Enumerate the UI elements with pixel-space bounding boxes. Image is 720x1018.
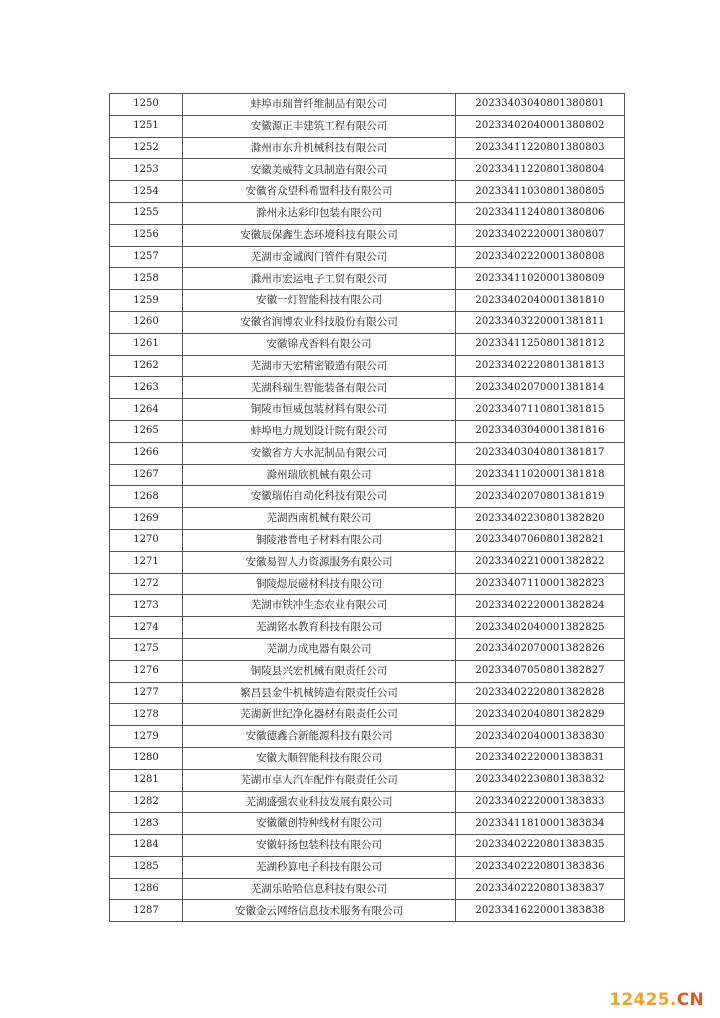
- registration-code-suffix: 829: [585, 708, 605, 720]
- table-row: [110, 704, 625, 726]
- row-number-cell: 1285: [110, 856, 183, 878]
- company-name-cell: 芜湖力成电器有限公司: [183, 638, 456, 660]
- registration-code-cell: [456, 900, 625, 922]
- registration-code-cell: [456, 442, 625, 464]
- registration-code-cell: [456, 791, 625, 813]
- registration-code-cell: [456, 835, 625, 857]
- registration-code-suffix: 803: [585, 141, 605, 153]
- table-row: [110, 311, 625, 333]
- company-name-cell: 安徽大顺智能科技有限公司: [183, 747, 456, 769]
- table-row: [110, 377, 625, 399]
- registration-code-cell: [456, 181, 625, 203]
- row-number-cell: 1281: [110, 769, 183, 791]
- company-name-cell: 芜湖市铁冲生态农业有限公司: [183, 595, 456, 617]
- row-number-cell: 1256: [110, 224, 183, 246]
- registration-code-cell: [456, 159, 625, 181]
- table-row: [110, 355, 625, 377]
- table-row: [110, 900, 625, 922]
- company-name-cell: 繁昌县金牛机械铸造有限责任公司: [183, 682, 456, 704]
- registration-code-prefix: 20233411020001381: [475, 468, 586, 480]
- company-list-table: [109, 93, 625, 922]
- registration-code-cell: [456, 399, 625, 421]
- registration-code-prefix: 20233407110801381: [475, 403, 586, 415]
- registration-code-suffix: 816: [585, 425, 605, 437]
- row-number-cell: 1263: [110, 377, 183, 399]
- registration-code-prefix: 20233402040001380: [475, 120, 586, 132]
- registration-code-prefix: 20233407110001382: [475, 577, 586, 589]
- registration-code-cell: [456, 115, 625, 137]
- registration-code-suffix: 836: [585, 861, 605, 873]
- registration-code-prefix: 20233402070801381: [475, 490, 586, 502]
- registration-code-suffix: 819: [585, 490, 605, 502]
- table-row: [110, 202, 625, 224]
- row-number-cell: 1267: [110, 464, 183, 486]
- row-number-cell: 1286: [110, 878, 183, 900]
- registration-code-cell: [456, 595, 625, 617]
- watermark-dot: .: [669, 990, 677, 1010]
- registration-code-suffix: 832: [585, 774, 605, 786]
- row-number-cell: 1269: [110, 508, 183, 530]
- company-name-cell: 芜湖市金诚阀门管件有限公司: [183, 246, 456, 268]
- company-name-cell: 安徽易智人力资源服务有限公司: [183, 551, 456, 573]
- registration-code-cell: [456, 137, 625, 159]
- registration-code-prefix: 20233416220001383: [475, 904, 586, 916]
- company-name-cell: 芜湖市天宏精密锻造有限公司: [183, 355, 456, 377]
- row-number-cell: 1275: [110, 638, 183, 660]
- registration-code-cell: [456, 638, 625, 660]
- company-name-cell: 滁州市东升机械科技有限公司: [183, 137, 456, 159]
- company-name-cell: 安徽轩扬包装科技有限公司: [183, 835, 456, 857]
- registration-code-suffix: 814: [585, 381, 605, 393]
- registration-code-suffix: 810: [585, 294, 605, 306]
- registration-code-suffix: 838: [585, 904, 605, 916]
- registration-code-cell: [456, 333, 625, 355]
- table-row: [110, 856, 625, 878]
- registration-code-suffix: 809: [585, 272, 605, 284]
- row-number-cell: 1251: [110, 115, 183, 137]
- registration-code-prefix: 20233402220801383: [475, 839, 586, 851]
- registration-code-cell: [456, 769, 625, 791]
- registration-code-prefix: 20233402220001383: [475, 752, 586, 764]
- table-row: [110, 290, 625, 312]
- registration-code-prefix: 20233402220001383: [475, 795, 586, 807]
- registration-code-cell: [456, 355, 625, 377]
- registration-code-cell: [456, 573, 625, 595]
- registration-code-prefix: 20233402220001382: [475, 599, 586, 611]
- row-number-cell: 1277: [110, 682, 183, 704]
- company-name-cell: 安徽美威特文具制造有限公司: [183, 159, 456, 181]
- company-name-cell: 滁州永达彩印包装有限公司: [183, 202, 456, 224]
- company-name-cell: 芜湖科瑞生智能装备有限公司: [183, 377, 456, 399]
- registration-code-suffix: 831: [585, 752, 605, 764]
- row-number-cell: 1284: [110, 835, 183, 857]
- table-row: [110, 726, 625, 748]
- registration-code-prefix: 20233402230801383: [475, 774, 586, 786]
- registration-code-suffix: 812: [585, 338, 605, 350]
- watermark-suffix: CN: [676, 990, 704, 1010]
- table-row: [110, 769, 625, 791]
- registration-code-prefix: 20233402070001381: [475, 381, 586, 393]
- table-row: [110, 638, 625, 660]
- row-number-cell: 1252: [110, 137, 183, 159]
- table-row: [110, 835, 625, 857]
- registration-code-cell: [456, 246, 625, 268]
- registration-code-prefix: 20233402040001383: [475, 730, 586, 742]
- registration-code-prefix: 20233402220801382: [475, 686, 586, 698]
- registration-code-prefix: 20233407060801382: [475, 534, 586, 546]
- registration-code-cell: [456, 856, 625, 878]
- row-number-cell: 1266: [110, 442, 183, 464]
- registration-code-cell: [456, 377, 625, 399]
- row-number-cell: 1260: [110, 311, 183, 333]
- row-number-cell: 1282: [110, 791, 183, 813]
- row-number-cell: 1280: [110, 747, 183, 769]
- row-number-cell: 1261: [110, 333, 183, 355]
- row-number-cell: 1265: [110, 420, 183, 442]
- company-name-cell: 安徽徽创特种线材有限公司: [183, 813, 456, 835]
- row-number-cell: 1271: [110, 551, 183, 573]
- registration-code-prefix: 20233402220801383: [475, 883, 586, 895]
- registration-code-cell: [456, 202, 625, 224]
- company-name-cell: 芜湖新世纪净化器材有限责任公司: [183, 704, 456, 726]
- company-name-cell: 安徽省众望科希盟科技有限公司: [183, 181, 456, 203]
- table-row: [110, 747, 625, 769]
- row-number-cell: 1278: [110, 704, 183, 726]
- row-number-cell: 1253: [110, 159, 183, 181]
- registration-code-suffix: 813: [585, 359, 605, 371]
- registration-code-suffix: 823: [585, 577, 605, 589]
- registration-code-prefix: 20233411220801380: [475, 163, 586, 175]
- table-row: [110, 442, 625, 464]
- table-row: [110, 551, 625, 573]
- registration-code-suffix: 805: [585, 185, 605, 197]
- table-row: [110, 137, 625, 159]
- company-name-cell: 蚌埠市瑞普纤维制品有限公司: [183, 94, 456, 116]
- company-name-cell: 安徽瑞佑自动化科技有限公司: [183, 486, 456, 508]
- registration-code-cell: [456, 529, 625, 551]
- registration-code-suffix: 825: [585, 621, 605, 633]
- row-number-cell: 1279: [110, 726, 183, 748]
- table-row: [110, 813, 625, 835]
- company-name-cell: 铜陵煜辰磁材科技有限公司: [183, 573, 456, 595]
- row-number-cell: 1259: [110, 290, 183, 312]
- table-row: [110, 464, 625, 486]
- table-row: [110, 529, 625, 551]
- registration-code-suffix: 815: [585, 403, 605, 415]
- registration-code-suffix: 828: [585, 686, 605, 698]
- company-name-cell: 安徽源正丰建筑工程有限公司: [183, 115, 456, 137]
- row-number-cell: 1268: [110, 486, 183, 508]
- row-number-cell: 1283: [110, 813, 183, 835]
- registration-code-suffix: 821: [585, 534, 605, 546]
- company-name-cell: 芜湖盛强农业科技发展有限公司: [183, 791, 456, 813]
- company-name-cell: 铜陵市恒威包装材料有限公司: [183, 399, 456, 421]
- registration-code-cell: [456, 290, 625, 312]
- row-number-cell: 1264: [110, 399, 183, 421]
- registration-code-cell: [456, 617, 625, 639]
- registration-code-cell: [456, 94, 625, 116]
- registration-code-prefix: 20233403040801381: [475, 447, 586, 459]
- company-name-cell: 滁州市宏运电子工贸有限公司: [183, 268, 456, 290]
- row-number-cell: 1276: [110, 660, 183, 682]
- registration-code-suffix: 801: [585, 98, 605, 110]
- registration-code-suffix: 802: [585, 120, 605, 132]
- row-number-cell: 1272: [110, 573, 183, 595]
- registration-code-prefix: 20233402220001380: [475, 250, 586, 262]
- company-name-cell: 安徽辰保鑫生态环境科技有限公司: [183, 224, 456, 246]
- registration-code-suffix: 826: [585, 643, 605, 655]
- table-row: [110, 791, 625, 813]
- table-row: [110, 595, 625, 617]
- registration-code-cell: [456, 747, 625, 769]
- registration-code-suffix: 808: [585, 250, 605, 262]
- row-number-cell: 1262: [110, 355, 183, 377]
- registration-code-prefix: 20233402070001382: [475, 643, 586, 655]
- row-number-cell: 1254: [110, 181, 183, 203]
- registration-code-cell: [456, 682, 625, 704]
- row-number-cell: 1255: [110, 202, 183, 224]
- registration-code-suffix: 807: [585, 229, 605, 241]
- table-row: [110, 660, 625, 682]
- registration-code-suffix: 834: [585, 817, 605, 829]
- registration-code-suffix: 822: [585, 556, 605, 568]
- registration-code-prefix: 20233411810001383: [475, 817, 586, 829]
- registration-code-cell: [456, 311, 625, 333]
- row-number-cell: 1287: [110, 900, 183, 922]
- registration-code-cell: [456, 878, 625, 900]
- company-name-cell: 芜湖乐哈哈信息科技有限公司: [183, 878, 456, 900]
- registration-code-prefix: 20233411250801381: [475, 338, 586, 350]
- table-row: [110, 420, 625, 442]
- registration-code-suffix: 818: [585, 468, 605, 480]
- registration-code-cell: [456, 508, 625, 530]
- company-name-cell: 安徽德鑫合新能源科技有限公司: [183, 726, 456, 748]
- table-row: [110, 878, 625, 900]
- registration-code-prefix: 20233411240801380: [475, 207, 586, 219]
- registration-code-prefix: 20233407050801382: [475, 665, 586, 677]
- registration-code-suffix: 827: [585, 665, 605, 677]
- company-name-cell: 芜湖铭水教育科技有限公司: [183, 617, 456, 639]
- registration-code-suffix: 811: [585, 316, 605, 328]
- table-row: [110, 508, 625, 530]
- registration-code-suffix: 835: [585, 839, 605, 851]
- row-number-cell: 1258: [110, 268, 183, 290]
- registration-code-cell: [456, 726, 625, 748]
- company-name-cell: 滁州瑞欣机械有限公司: [183, 464, 456, 486]
- company-name-cell: 安徽金云网络信息技术服务有限公司: [183, 900, 456, 922]
- table-row: [110, 224, 625, 246]
- table-row: [110, 333, 625, 355]
- registration-code-cell: [456, 551, 625, 573]
- row-number-cell: 1274: [110, 617, 183, 639]
- company-name-cell: 安徽锦戎香料有限公司: [183, 333, 456, 355]
- company-name-cell: 铜陵港普电子材料有限公司: [183, 529, 456, 551]
- table-row: [110, 159, 625, 181]
- registration-code-prefix: 20233403040801380: [475, 98, 586, 110]
- registration-code-prefix: 20233411030801380: [475, 185, 586, 197]
- registration-code-prefix: 20233402220001380: [475, 229, 586, 241]
- row-number-cell: 1270: [110, 529, 183, 551]
- company-name-cell: 安徽省润博农业科技股份有限公司: [183, 311, 456, 333]
- registration-code-suffix: 820: [585, 512, 605, 524]
- table-row: [110, 486, 625, 508]
- registration-code-prefix: 20233402210001382: [475, 556, 586, 568]
- registration-code-suffix: 837: [585, 883, 605, 895]
- company-name-cell: 蚌埠电力规划设计院有限公司: [183, 420, 456, 442]
- registration-code-cell: [456, 420, 625, 442]
- registration-code-suffix: 806: [585, 207, 605, 219]
- watermark-number: 12425: [609, 990, 670, 1010]
- table-row: [110, 181, 625, 203]
- company-name-cell: 芜湖市卓人汽车配件有限责任公司: [183, 769, 456, 791]
- registration-code-suffix: 833: [585, 795, 605, 807]
- row-number-cell: 1257: [110, 246, 183, 268]
- company-name-cell: 芜湖秒算电子科技有限公司: [183, 856, 456, 878]
- registration-code-suffix: 824: [585, 599, 605, 611]
- registration-code-suffix: 804: [585, 163, 605, 175]
- table-row: [110, 617, 625, 639]
- registration-code-prefix: 20233403220001381: [475, 316, 586, 328]
- table-body: [110, 94, 625, 922]
- registration-code-prefix: 20233402040001381: [475, 294, 586, 306]
- table-row: [110, 115, 625, 137]
- company-name-cell: 铜陵县兴宏机械有限责任公司: [183, 660, 456, 682]
- registration-code-prefix: 20233403040001381: [475, 425, 586, 437]
- registration-code-prefix: 20233402230801382: [475, 512, 586, 524]
- registration-code-cell: [456, 813, 625, 835]
- registration-code-cell: [456, 660, 625, 682]
- registration-code-prefix: 20233402040001382: [475, 621, 586, 633]
- registration-code-cell: [456, 486, 625, 508]
- registration-code-cell: [456, 224, 625, 246]
- registration-code-suffix: 817: [585, 447, 605, 459]
- registration-code-cell: [456, 268, 625, 290]
- table-row: [110, 94, 625, 116]
- registration-code-prefix: 20233402220801381: [475, 359, 586, 371]
- company-name-cell: 芜湖西南机械有限公司: [183, 508, 456, 530]
- row-number-cell: 1250: [110, 94, 183, 116]
- row-number-cell: 1273: [110, 595, 183, 617]
- registration-code-prefix: 20233402040801382: [475, 708, 586, 720]
- registration-code-prefix: 20233411020001380: [475, 272, 586, 284]
- registration-code-prefix: 20233402220801383: [475, 861, 586, 873]
- registration-code-cell: [456, 464, 625, 486]
- registration-code-cell: [456, 704, 625, 726]
- table-row: [110, 399, 625, 421]
- table-row: [110, 268, 625, 290]
- company-name-cell: 安徽省方大水泥制品有限公司: [183, 442, 456, 464]
- table-row: [110, 573, 625, 595]
- table-row: [110, 246, 625, 268]
- registration-code-suffix: 830: [585, 730, 605, 742]
- site-watermark: [609, 990, 704, 1010]
- table-row: [110, 682, 625, 704]
- company-name-cell: 安徽一灯智能科技有限公司: [183, 290, 456, 312]
- registration-code-prefix: 20233411220801380: [475, 141, 586, 153]
